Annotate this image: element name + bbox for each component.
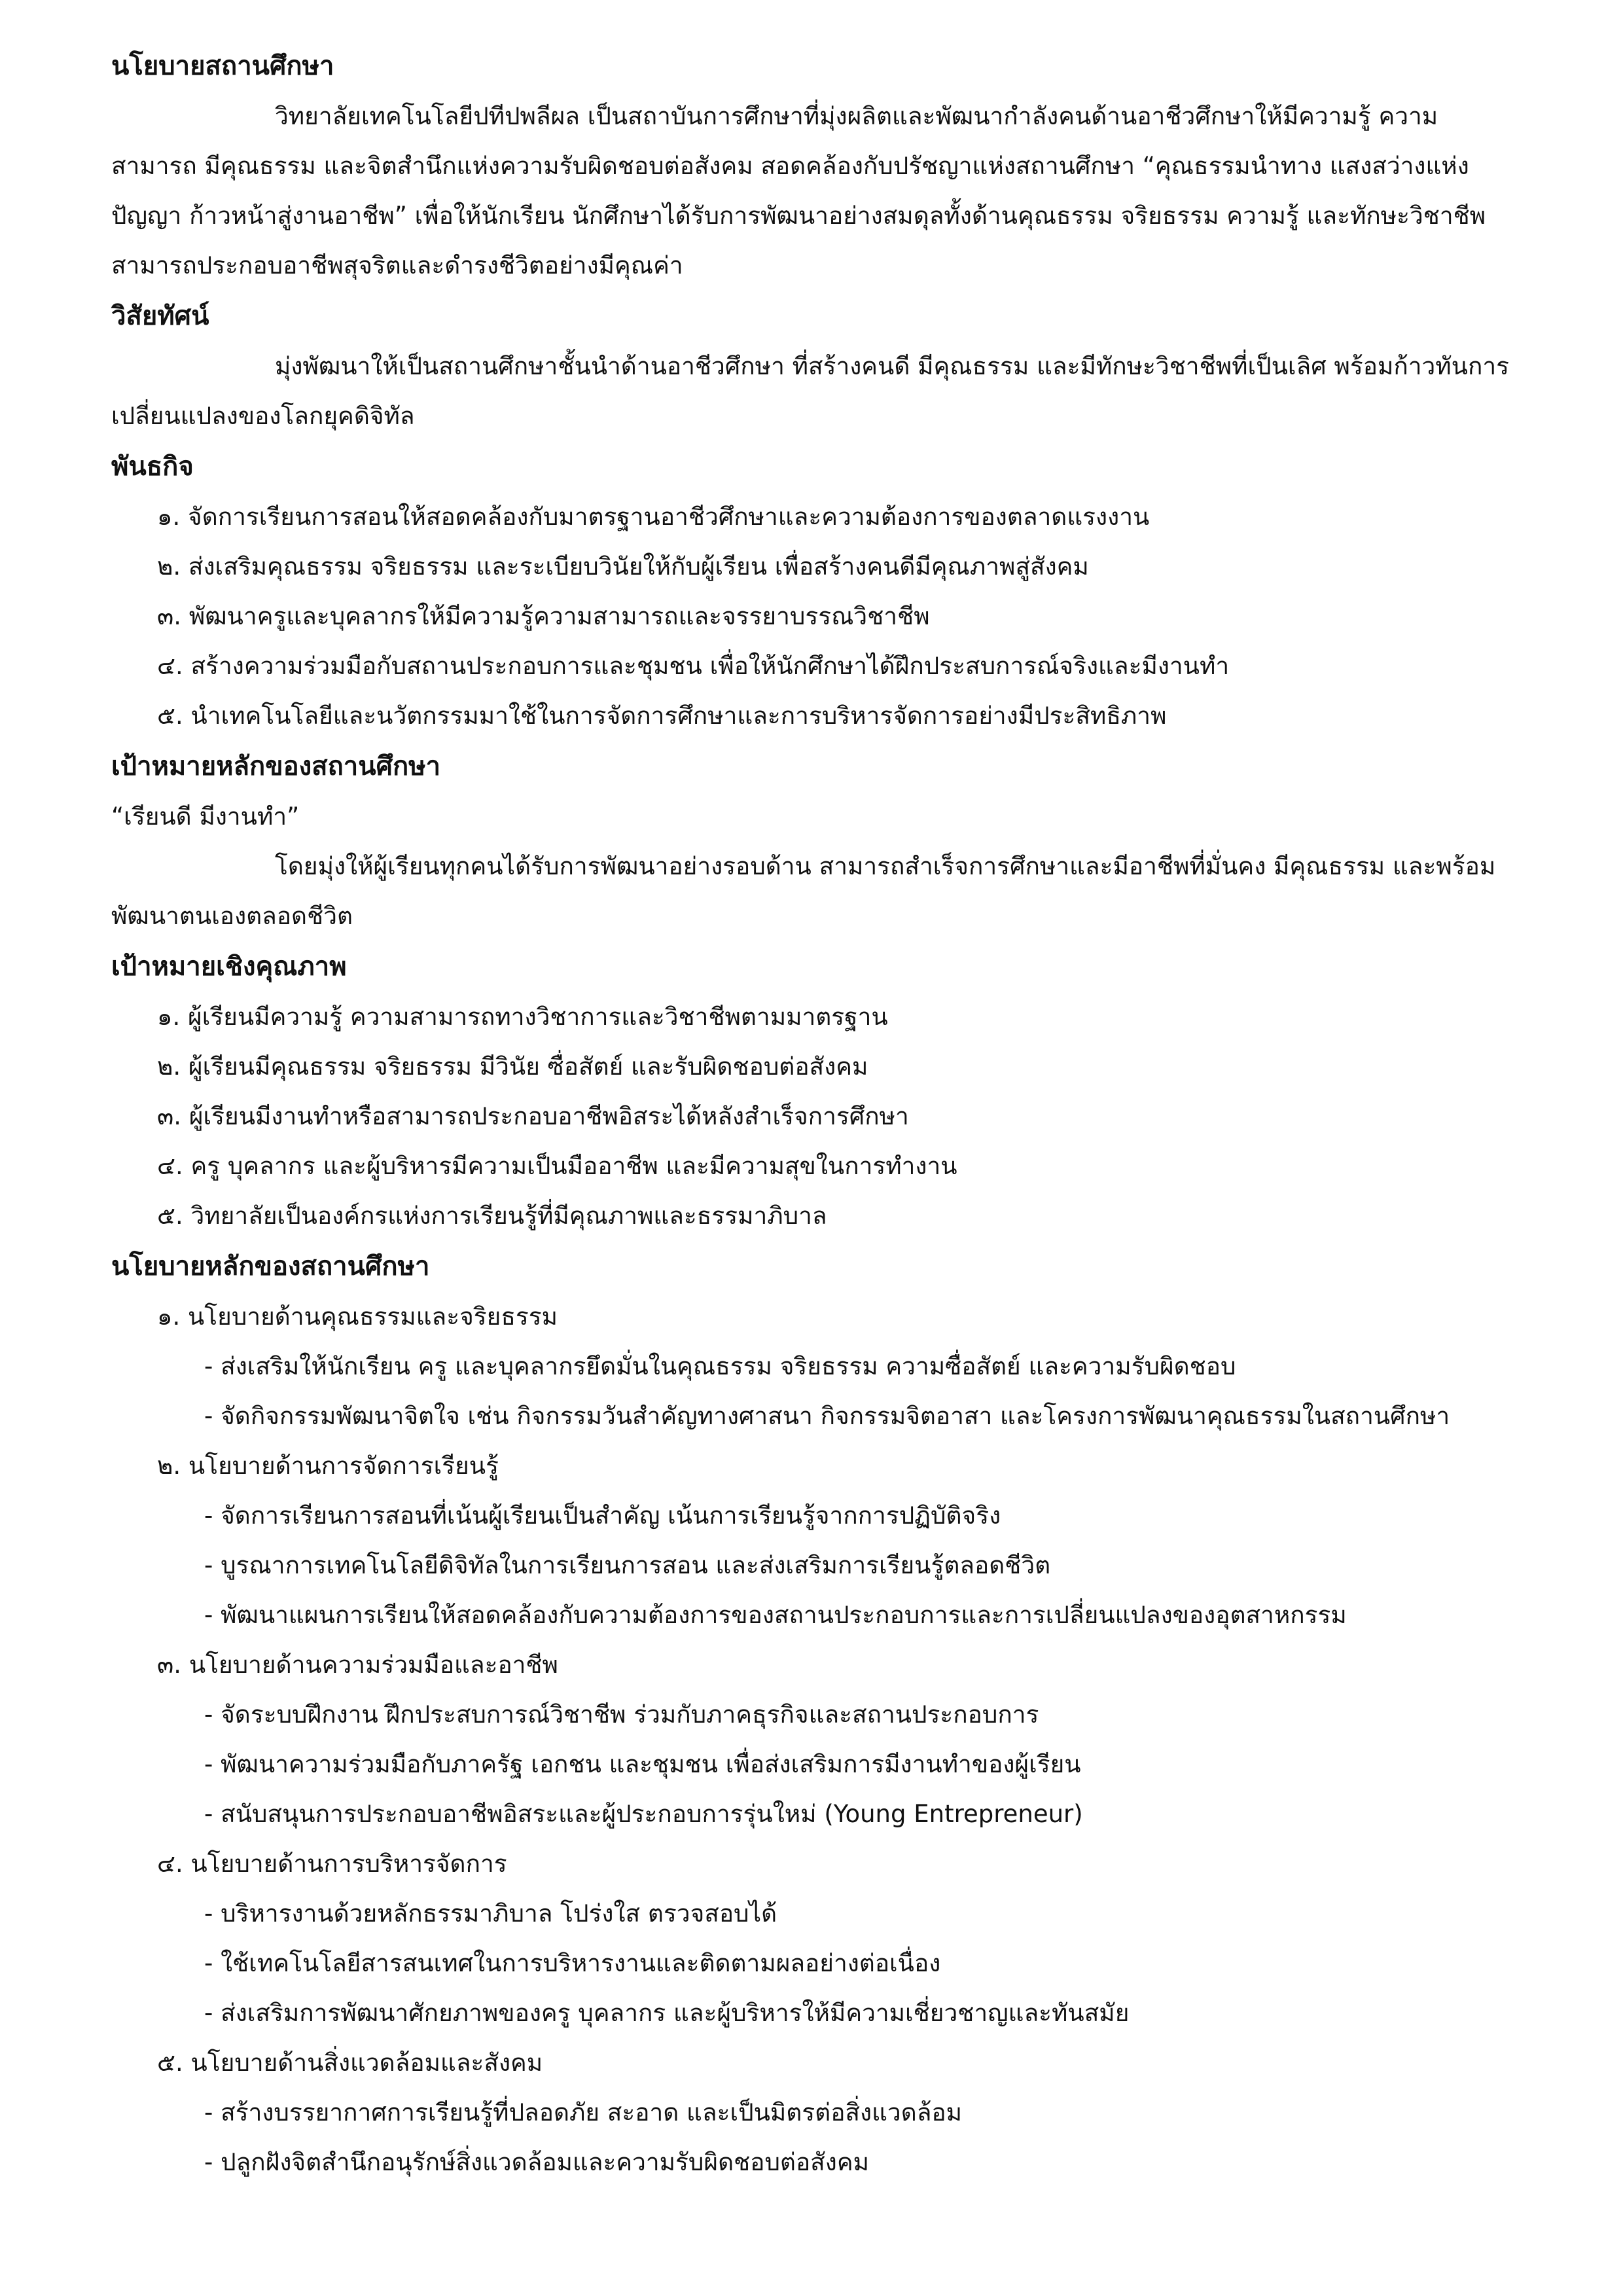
- policy-point: - ส่งเสริมให้นักเรียน ครู และบุคลากรยึดมั่นในคุณธรรม จริยธรรม ความซื่อสัตย์ และความรับผิดชอบ: [204, 1352, 1236, 1380]
- policy-section-title: ๑. นโยบายด้านคุณธรรมและจริยธรรม: [157, 1302, 558, 1331]
- policy-section-title: ๕. นโยบายด้านสิ่งแวดล้อมและสังคม: [157, 2049, 543, 2077]
- mission-heading: พันธกิจ: [111, 452, 194, 482]
- vision-heading: วิสัยทัศน์: [111, 301, 209, 331]
- quality-goal-item: ๓. ผู้เรียนมีงานทำหรือสามารถประกอบอาชีพอิสระได้หลังสำเร็จการศึกษา: [157, 1102, 909, 1130]
- quality-goal-item: ๒. ผู้เรียนมีคุณธรรม จริยธรรม มีวินัย ซื่อสัตย์ และรับผิดชอบต่อสังคม: [157, 1052, 868, 1081]
- mission-item: ๒. ส่งเสริมคุณธรรม จริยธรรม และระเบียบวินัยให้กับผู้เรียน เพื่อสร้างคนดีมีคุณภาพสู่สังคม: [157, 552, 1089, 581]
- policy-point: - สร้างบรรยากาศการเรียนรู้ที่ปลอดภัย สะอาด และเป็นมิตรต่อสิ่งแวดล้อม: [204, 2098, 963, 2126]
- policy-body: วิทยาลัยเทคโนโลยีปทีปพลีผล เป็นสถาบันการศึกษาที่มุ่งผลิตและพัฒนากำลังคนด้านอาชีวศึกษาให้มีความรู้ ความสามารถ มีคุณธรรม และจิตสำนึกแห่งความรับผิดชอบต่อสังคม สอดคล้องกับปรัชญาแห่งสถานศึกษา “คุณธรรมนำทาง แสงสว่างแห่งปัญญา ก้าวหน้าสู่งานอาชีพ” เพื่อให้นักเรียน นักศึกษาได้รับการพัฒนาอย่างสมดุลทั้งด้านคุณธรรม จริยธรรม ความรู้ และทักษะวิชาชีพ สามารถประกอบอาชีพสุจริตและดำรงชีวิตอย่างมีคุณค่า: [111, 102, 1486, 279]
- policy-point: - บูรณาการเทคโนโลยีดิจิทัลในการเรียนการสอน และส่งเสริมการเรียนรู้ตลอดชีวิต: [204, 1551, 1051, 1579]
- mission-item: ๓. พัฒนาครูและบุคลากรให้มีความรู้ความสามารถและจรรยาบรรณวิชาชีพ: [157, 602, 930, 630]
- policy-point: - พัฒนาความร่วมมือกับภาครัฐ เอกชน และชุมชน เพื่อส่งเสริมการมีงานทำของผู้เรียน: [204, 1750, 1081, 1778]
- policy-point: - ใช้เทคโนโลยีสารสนเทศในการบริหารงานและติดตามผลอย่างต่อเนื่อง: [204, 1949, 941, 1977]
- vision-body: มุ่งพัฒนาให้เป็นสถานศึกษาชั้นนำด้านอาชีวศึกษา ที่สร้างคนดี มีคุณธรรม และมีทักษะวิชาชีพที่เป็นเลิศ พร้อมก้าวทันการเปลี่ยนแปลงของโลกยุคดิจิทัล: [111, 352, 1510, 430]
- policy-point: - จัดการเรียนการสอนที่เน้นผู้เรียนเป็นสำคัญ เน้นการเรียนรู้จากการปฏิบัติจริง: [204, 1501, 1001, 1530]
- policy-point: - บริหารงานด้วยหลักธรรมาภิบาล โปร่งใส ตรวจสอบได้: [204, 1899, 777, 1928]
- mission-item: ๕. นำเทคโนโลยีและนวัตกรรมมาใช้ในการจัดการศึกษาและการบริหารจัดการอย่างมีประสิทธิภาพ: [157, 702, 1167, 730]
- quality-goals-heading: เป้าหมายเชิงคุณภาพ: [111, 952, 347, 982]
- main-goal-heading: เป้าหมายหลักของสถานศึกษา: [111, 751, 441, 781]
- mission-list: [111, 492, 1512, 741]
- policy-point: - พัฒนาแผนการเรียนให้สอดคล้องกับความต้องการของสถานประกอบการและการเปลี่ยนแปลงของอุตสาหกรรม: [204, 1601, 1347, 1629]
- policy-section-title: ๒. นโยบายด้านการจัดการเรียนรู้: [157, 1452, 499, 1480]
- policy-point: - สนับสนุนการประกอบอาชีพอิสระและผู้ประกอบการรุ่นใหม่ (Young Entrepreneur): [204, 1800, 1083, 1828]
- policy-point: - จัดระบบฝึกงาน ฝึกประสบการณ์วิชาชีพ ร่วมกับภาคธุรกิจและสถานประกอบการ: [204, 1700, 1039, 1729]
- mission-item: ๔. สร้างความร่วมมือกับสถานประกอบการและชุมชน เพื่อให้นักศึกษาได้ฝึกประสบการณ์จริงและมีงานทำ: [157, 652, 1230, 680]
- main-policies-heading: นโยบายหลักของสถานศึกษา: [111, 1251, 430, 1282]
- quality-goal-item: ๕. วิทยาลัยเป็นองค์กรแห่งการเรียนรู้ที่มีคุณภาพและธรรมาภิบาล: [157, 1202, 827, 1230]
- mission-item: ๑. จัดการเรียนการสอนให้สอดคล้องกับมาตรฐานอาชีวศึกษาและความต้องการของตลาดแรงงาน: [157, 503, 1150, 531]
- main-policies-list: [111, 1292, 1512, 2187]
- quality-goal-item: ๔. ครู บุคลากร และผู้บริหารมีความเป็นมืออาชีพ และมีความสุขในการทำงาน: [157, 1152, 957, 1180]
- quality-goal-item: ๑. ผู้เรียนมีความรู้ ความสามารถทางวิชาการและวิชาชีพตามมาตรฐาน: [157, 1003, 888, 1031]
- policy-section-title: ๔. นโยบายด้านการบริหารจัดการ: [157, 1850, 507, 1878]
- main-goal-body: โดยมุ่งให้ผู้เรียนทุกคนได้รับการพัฒนาอย่างรอบด้าน สามารถสำเร็จการศึกษาและมีอาชีพที่มั่นคง มีคุณธรรม และพร้อมพัฒนาตนเองตลอดชีวิต: [111, 852, 1496, 930]
- quality-goals-list: [111, 992, 1512, 1241]
- policy-heading: นโยบายสถานศึกษา: [111, 51, 334, 81]
- policy-point: - จัดกิจกรรมพัฒนาจิตใจ เช่น กิจกรรมวันสำคัญทางศาสนา กิจกรรมจิตอาสา และโครงการพัฒนาคุณธรรมในสถานศึกษา: [204, 1402, 1450, 1430]
- main-goal-slogan: “เรียนดี มีงานทำ”: [111, 802, 300, 831]
- policy-point: - ส่งเสริมการพัฒนาศักยภาพของครู บุคลากร และผู้บริหารให้มีความเชี่ยวชาญและทันสมัย: [204, 1999, 1130, 2027]
- policy-section-title: ๓. นโยบายด้านความร่วมมือและอาชีพ: [157, 1651, 558, 1679]
- policy-point: - ปลูกฝังจิตสำนึกอนุรักษ์สิ่งแวดล้อมและความรับผิดชอบต่อสังคม: [204, 2148, 869, 2176]
